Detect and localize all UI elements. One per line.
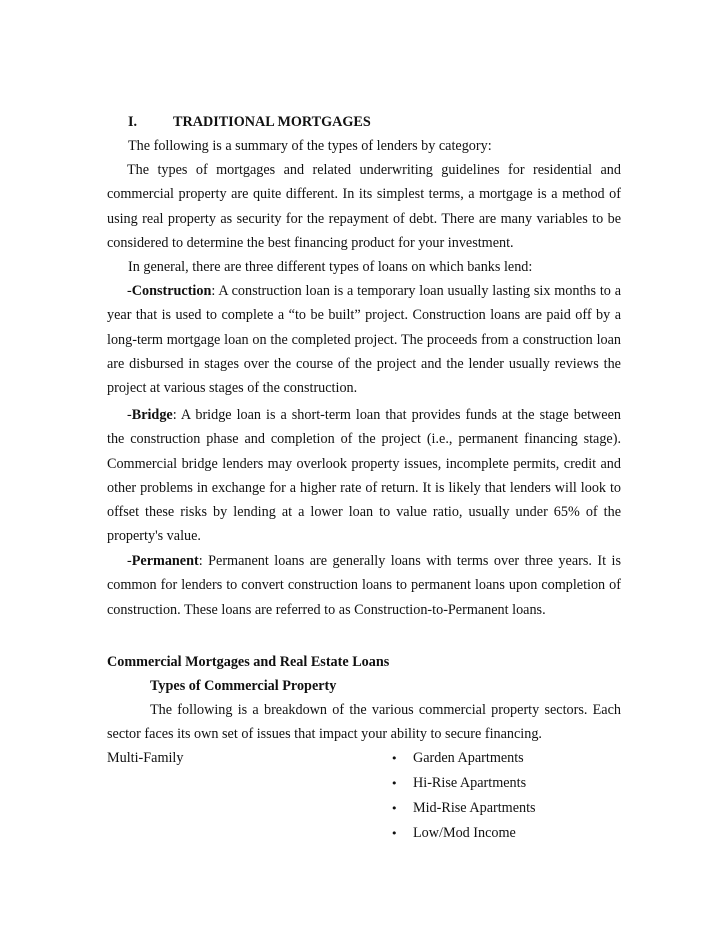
bullet-icon: • xyxy=(391,827,398,840)
term-permanent: Permanent xyxy=(131,553,199,569)
section-intro: The following is a summary of the types of lenders by category: xyxy=(128,138,492,154)
section-title: TRADITIONAL MORTGAGES xyxy=(173,114,371,130)
dash: - xyxy=(127,283,132,299)
term-construction: Construction xyxy=(131,283,212,299)
commercial-heading: Commercial Mortgages and Real Estate Loans xyxy=(107,654,390,670)
permanent-text: : Permanent loans are generally loans with terms over three years. It is common for lenders to convert construction loans to permanent loans upon completion of construction. These loans are referred to as Construction-to-Permanent loans. xyxy=(107,553,621,618)
paragraph-mortgage-overview: The types of mortgages and related underwriting guidelines for residential and commercial property are quite different. In its simplest terms, a mortgage is a method of using real property as security for the repayment of debt. There are many variables to be considered to determine the best financing product for your investment. xyxy=(107,162,621,251)
list-item-label: Garden Apartments xyxy=(413,750,524,766)
list-item-label: Hi-Rise Apartments xyxy=(413,775,527,791)
loans-intro: In general, there are three different types of loans on which banks lend: xyxy=(128,259,533,275)
list-item xyxy=(391,748,536,773)
bullet-icon: • xyxy=(391,802,398,815)
list-item-label: Low/Mod Income xyxy=(413,825,516,841)
category-label: Multi-Family xyxy=(107,750,184,766)
paragraph-permanent-loan xyxy=(107,549,621,622)
paragraph-commercial-sectors: The following is a breakdown of the various commercial property sectors. Each sector faces its own set of issues that impact your ability to secure financing. xyxy=(107,702,621,743)
property-type-list xyxy=(391,748,536,848)
paragraph-bridge-loan xyxy=(107,403,621,549)
bullet-icon: • xyxy=(391,777,398,790)
dash: - xyxy=(127,553,132,569)
bullet-icon: • xyxy=(391,752,398,765)
list-item xyxy=(391,823,536,848)
list-item xyxy=(391,773,536,798)
construction-text: : A construction loan is a temporary loan usually lasting six months to a year that is used to complete a “to be built” project. Construction loans are paid off by a long-term mortgage loan on the completed project. The proceeds from a construction loan are disbursed in stages over the course of the project and the lender usually reviews the project at various stages of the construction. xyxy=(107,283,621,397)
term-bridge: Bridge xyxy=(131,407,173,423)
list-item xyxy=(391,798,536,823)
bridge-text: : A bridge loan is a short-term loan that provides funds at the stage between the construction phase and completion of the project (i.e., permanent financing stage). Commercial bridge lenders may overlook property issues, incomplete permits, credit and other problems in exchange for a higher rate of return. It is likely that lenders will look to offset these risks by lending at a lower loan to value ratio, usually under 65% of the property's value. xyxy=(107,407,621,545)
commercial-subheading: Types of Commercial Property xyxy=(150,678,337,694)
section-number: I. xyxy=(128,114,138,130)
dash: - xyxy=(127,407,132,423)
paragraph-construction-loan xyxy=(107,279,621,400)
section-heading xyxy=(128,112,371,132)
list-item-label: Mid-Rise Apartments xyxy=(413,800,536,816)
